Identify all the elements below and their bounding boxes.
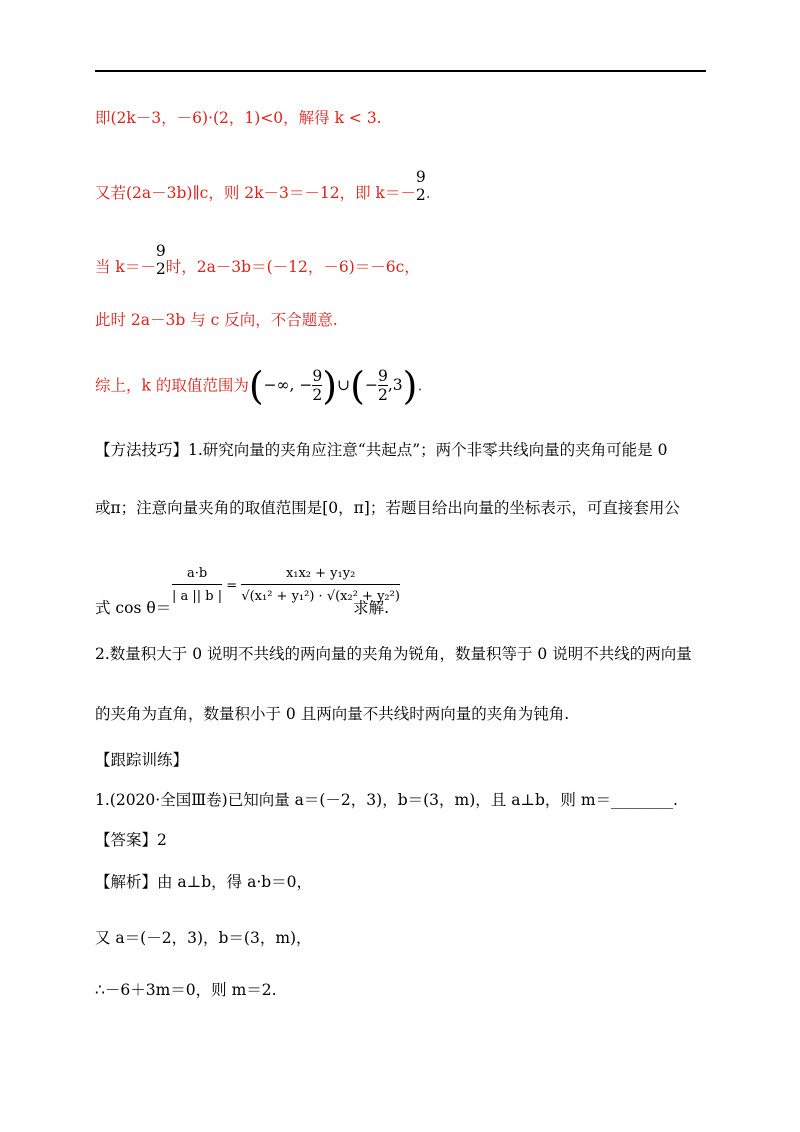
line-5-text: 综上，k 的取值范围为	[95, 376, 249, 395]
formula-fraction-1	[172, 566, 222, 606]
formula-fraction-2-denominator: √(x₁² + y₁²) · √(x₂² + y₂²)	[241, 589, 400, 604]
method-tip-line-1: 【方法技巧】1.研究向量的夹角应注意“共起点”；两个非零共线向量的夹角可能是 0	[95, 441, 668, 459]
solution-line-3	[95, 242, 420, 286]
line-5-end: .	[417, 376, 423, 395]
formula-equals: =	[226, 578, 238, 594]
exercise-1-analysis-line-1: 【解析】由 a⊥b，得 a·b＝0，	[95, 873, 313, 891]
exercise-1-question: 1.(2020·全国Ⅲ卷)已知向量 a＝(－2，3)，b＝(3，m)，且 a⊥b，则 m＝________.	[95, 791, 678, 809]
exercise-1-analysis-line-3: ∴－6＋3m＝0，则 m＝2.	[95, 981, 277, 999]
exercise-1-answer: 【答案】2	[95, 831, 167, 849]
tracking-training-heading: 【跟踪训练】	[95, 751, 189, 769]
left-paren: (	[248, 363, 264, 408]
fraction-nine-halves	[312, 367, 322, 404]
range-expression	[249, 365, 418, 406]
exercise-1-analysis-line-2: 又 a＝(－2，3)，b＝(3，m)，	[95, 929, 312, 947]
fraction-denominator: 2	[377, 386, 388, 404]
fraction-denominator: 2	[155, 260, 166, 278]
interval-1-start: −∞, −	[263, 375, 313, 394]
cosine-formula	[172, 566, 400, 606]
line-3-text-start: 当 k＝－	[95, 258, 156, 276]
cos-prefix: 式 cos θ＝	[95, 599, 172, 617]
line-2-end: .	[425, 184, 431, 202]
fraction-numerator: 9	[415, 168, 426, 186]
formula-fraction-2-numerator: x₁x₂ + y₁y₂	[241, 566, 400, 585]
union-symbol: ∪	[337, 375, 351, 394]
interval-2-start: −	[364, 375, 378, 394]
fraction-nine-halves	[416, 168, 426, 204]
interval-2-end: ,3	[387, 375, 403, 394]
line-3-text-end: 时，2a－3b＝(－12，－6)＝－6c，	[165, 258, 420, 276]
header-rule	[95, 70, 706, 72]
fraction-denominator: 2	[312, 386, 323, 404]
method-tip-line-4: 2.数量积大于 0 说明不共线的两向量的夹角为锐角，数量积等于 0 说明不共线的两向量	[95, 645, 692, 663]
fraction-numerator: 9	[377, 367, 388, 385]
right-paren: )	[322, 363, 338, 408]
line-2-text: 又若(2a－3b)∥c，则 2k－3＝－12，即 k＝－	[95, 184, 416, 202]
solution-line-5	[95, 364, 422, 406]
fraction-numerator: 9	[155, 242, 166, 260]
fraction-denominator: 2	[415, 186, 426, 204]
left-paren: (	[350, 363, 365, 408]
formula-fraction-2	[241, 566, 400, 606]
fraction-nine-halves	[378, 367, 388, 404]
fraction-nine-halves	[156, 242, 166, 278]
formula-fraction-1-numerator: a·b	[172, 566, 222, 585]
solution-line-2	[95, 168, 431, 212]
formula-suffix: 求解.	[353, 599, 390, 617]
solution-line-4: 此时 2a－3b 与 c 反向，不合题意.	[95, 311, 338, 329]
method-tip-line-5: 的夹角为直角，数量积小于 0 且两向量不共线时两向量的夹角为钝角.	[95, 705, 570, 723]
fraction-numerator: 9	[312, 367, 323, 385]
method-tip-line-2: 或π；注意向量夹角的取值范围是[0，π]；若题目给出向量的坐标表示，可直接套用公	[95, 499, 680, 517]
right-paren: )	[402, 363, 418, 408]
solution-line-1: 即(2k－3，－6)·(2，1)<0，解得 k < 3.	[95, 109, 382, 127]
formula-fraction-1-denominator: | a || b |	[172, 589, 223, 604]
